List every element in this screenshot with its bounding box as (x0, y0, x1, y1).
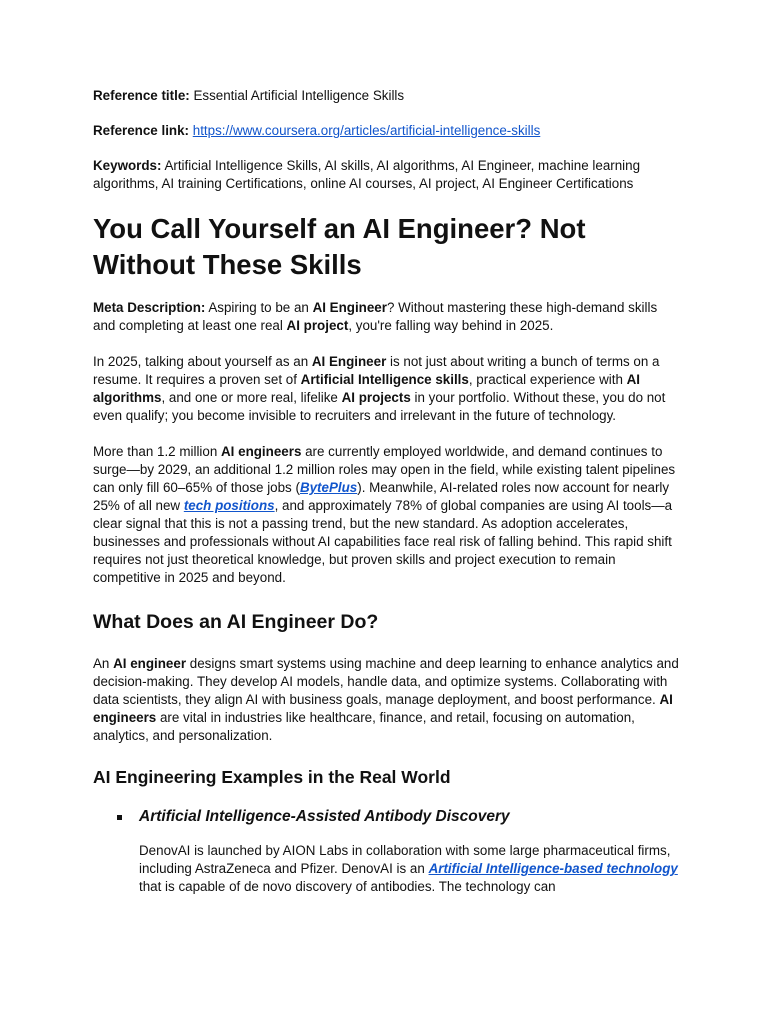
text-span: in your portfolio. Without these, you do not even qualify; you become invisible to recruiters and irrelevant in the future of technology. (93, 390, 666, 423)
text-span: An (93, 656, 114, 671)
meta-description-label: Meta Description: (93, 300, 206, 315)
keywords (93, 157, 683, 193)
text-span: ). Meanwhile, AI-related roles now account for nearly 25% of all new (93, 480, 670, 513)
text-span: , and approximately 78% of global companies are using AI tools—a clear signal that this is not a passing trend, but the new standard. As adoption accelerates, businesses and professionals without AI capabilities face real risk of falling behind. This rapid shift requires not just theoretical knowledge, but proven skills and project execution to remain competitive in 2025 and beyond. (93, 498, 673, 585)
reference-link (93, 122, 683, 140)
section-heading-what: What Does an AI Engineer Do? (93, 611, 379, 633)
text-span: are currently employed worldwide, and demand continues to surge—by 2029, an additional 1.2 million roles may open in the field, while existing talent pipelines can only fill 60–65% of those jobs ( (93, 444, 676, 495)
text-span: Aspiring to be an (205, 300, 313, 315)
keywords-label: Keywords: (93, 158, 162, 173)
document-content (93, 87, 683, 896)
bold-term: AI engineers (93, 692, 673, 725)
bullet-icon (117, 815, 122, 820)
text-span: is not just about writing a bunch of terms on a resume. It requires a proven set of (93, 354, 660, 387)
bold-term: AI engineer (113, 656, 187, 671)
stats-paragraph (93, 443, 683, 587)
text-span: designs smart systems using machine and deep learning to enhance analytics and decision-making. They develop AI models, handle data, and optimize systems. Collaborating with data scientists, they align AI with business goals, manage deployment, and boost performance. (93, 656, 679, 707)
text-span: In 2025, talking about yourself as an (93, 354, 312, 369)
bold-term: AI engineers (221, 444, 302, 459)
bold-term: AI Engineer (311, 354, 387, 369)
text-span: DenovAI is launched by AION Labs in collaboration with some large pharmaceutical firms, including AstraZeneca and Pfizer. DenovAI is an (139, 843, 671, 876)
reference-title-label: Reference title: (93, 88, 190, 103)
denovai-paragraph (93, 842, 683, 896)
reference-link-url[interactable]: https://www.coursera.org/articles/artificial-intelligence-skills (192, 123, 541, 138)
reference-link-label: Reference link: (93, 123, 190, 138)
text-span: , practical experience with (468, 372, 627, 387)
bullet-text: Artificial Intelligence-Assisted Antibody Discovery (139, 808, 510, 825)
bold-term: AI algorithms (93, 372, 641, 405)
bold-term: AI project (286, 318, 349, 333)
ai-technology-link[interactable]: Artificial Intelligence-based technology (428, 861, 678, 876)
text-span: , you're falling way behind in 2025. (348, 318, 554, 333)
meta-description (93, 299, 683, 335)
reference-title (93, 87, 683, 105)
intro-paragraph (93, 353, 683, 425)
list-item (93, 806, 683, 828)
article-title: You Call Yourself an AI Engineer? Not Without These Skills (93, 213, 586, 280)
text-span: that is capable of de novo discovery of antibodies. The technology can (139, 879, 556, 894)
byteplus-link[interactable]: BytePlus (299, 480, 358, 495)
bold-term: AI projects (341, 390, 411, 405)
text-span: ? Without mastering these high-demand skills and completing at least one real (93, 300, 658, 333)
text-span: are vital in industries like healthcare, finance, and retail, focusing on automation, analytics, and personalization. (93, 710, 635, 743)
keywords-value: Artificial Intelligence Skills, AI skills, AI algorithms, AI Engineer, machine learning algorithms, AI training Certifications, online AI courses, AI project, AI Engineer Certifications (93, 158, 641, 191)
text-span: More than 1.2 million (93, 444, 222, 459)
reference-title-value: Essential Artificial Intelligence Skills (189, 88, 405, 103)
section-heading-examples: AI Engineering Examples in the Real World (93, 767, 451, 787)
bold-term: Artificial Intelligence skills (300, 372, 469, 387)
text-span: , and one or more real, lifelike (161, 390, 342, 405)
bold-term: AI Engineer (312, 300, 387, 315)
tech-positions-link[interactable]: tech positions (183, 498, 275, 513)
what-paragraph (93, 655, 683, 745)
